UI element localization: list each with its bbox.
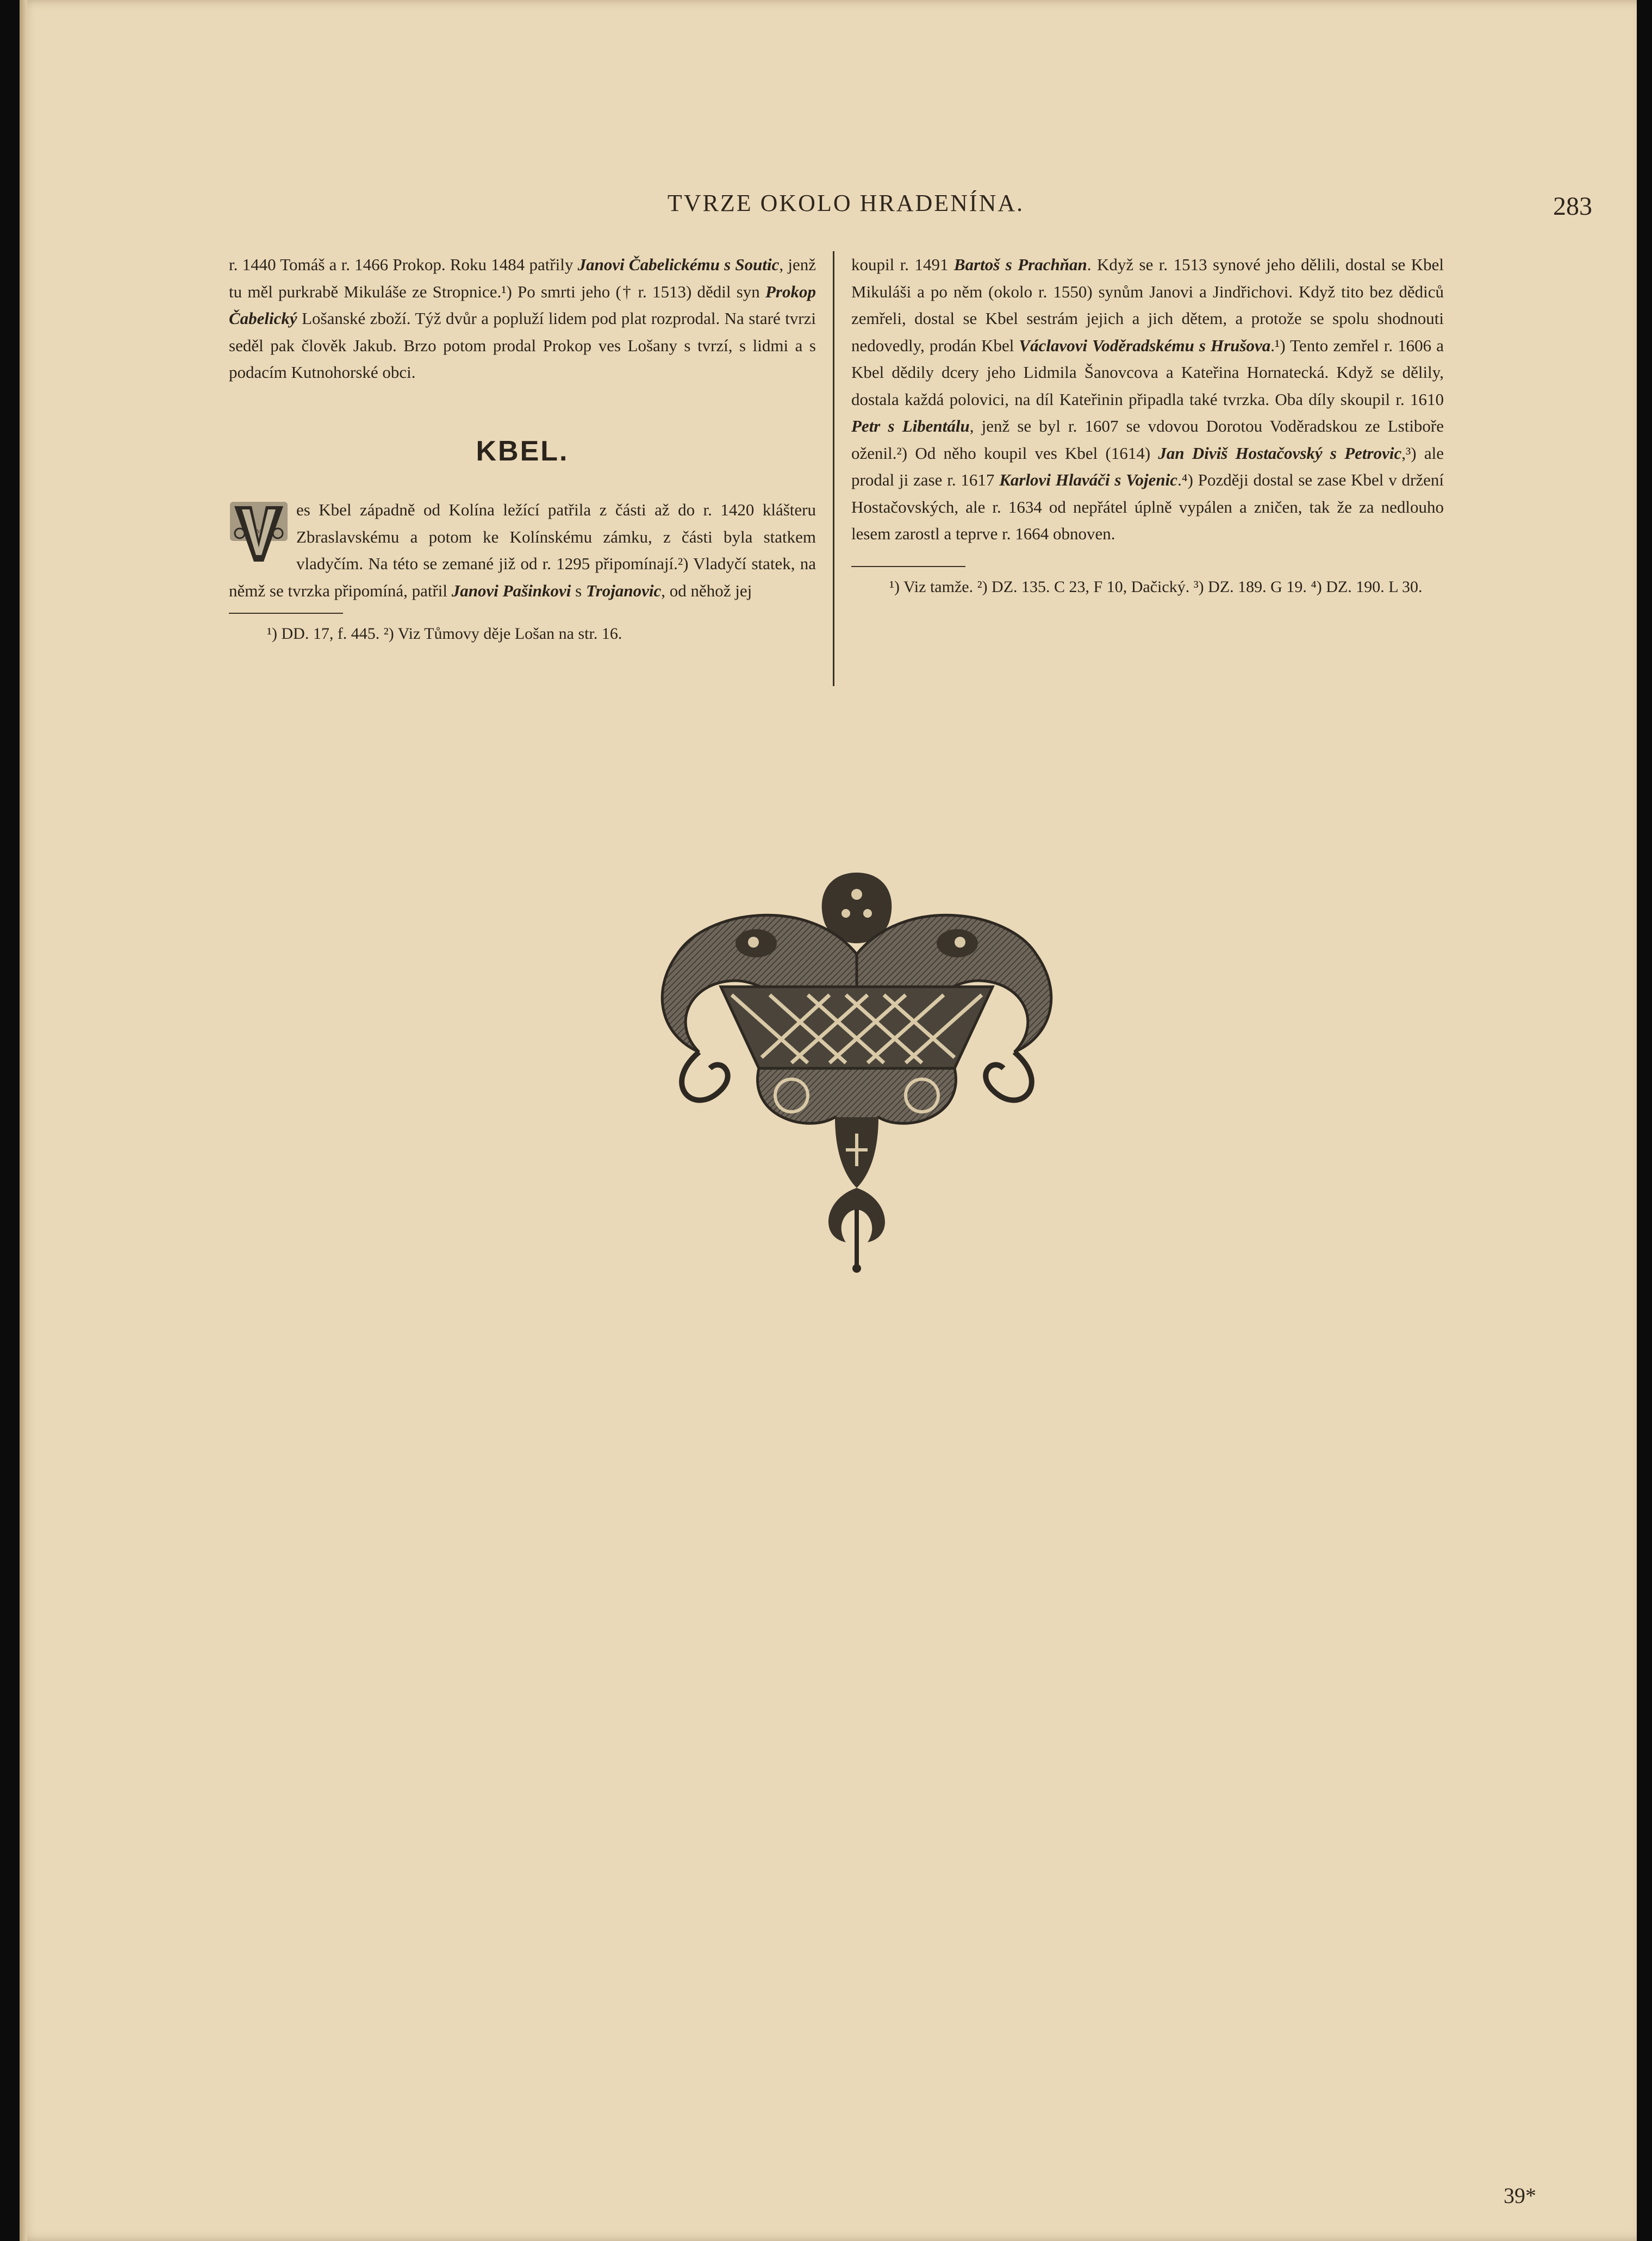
paragraph-losany <box>229 251 816 386</box>
paragraph-kbel-text <box>229 500 816 600</box>
section-title: KBEL. <box>476 435 569 467</box>
left-column <box>229 251 816 646</box>
dropcap-v-ornament <box>229 501 289 565</box>
italic-name: Prokop Čabelický <box>229 282 816 328</box>
text-run: . Když se r. 1513 synové jeho dělili, dostal se Kbel Mikuláši a po něm (okolo r. 1550) synům Janovi a Jindřichovi. Když tito bez dědiců zemřeli, dostal se Kbel sestrám jejich a jich dětem, a protože se spolu shodnouti nedovedly, prodán Kbel <box>851 255 1444 355</box>
page-number: 283 <box>1553 192 1592 221</box>
running-head: TVRZE OKOLO HRADENÍNA. <box>667 190 1025 216</box>
dropcap-letter: V <box>257 529 261 535</box>
footnote-rule <box>851 566 965 567</box>
text-run: .¹) Tento zemřel r. 1606 a Kbel dědily dcery jeho Lidmila Šanovcova a Kateřina Hornatecká. Když se dělily, dostala každá polovici, na díl Kateřinin připadla také tvrzka. Oba díly skoupil r. 1610 <box>851 335 1444 409</box>
text-run: ,³) ale prodal ji zase r. 1617 <box>851 443 1444 489</box>
italic-name: Janovi Čabelickému s Soutic <box>577 255 780 274</box>
text-run: , jenž se byl r. 1607 se vdovou Dorotou Voděradskou ze Lstiboře oženil.²) Od něho koupil ves Kbel (1614) <box>851 416 1444 463</box>
text-run: r. 1440 Tomáš a r. 1466 Prokop. Roku 1484 patřily <box>229 255 578 274</box>
italic-name: Karlovi Hlaváči s Vojenic <box>999 470 1178 489</box>
page-gutter-edge <box>20 0 27 2241</box>
column-divider <box>833 251 834 686</box>
text-run: Lošanské zboží. Týž dvůr a popluží lidem pod plat rozprodal. Na staré tvrzi seděl pak člověk Jakub. Brzo potom prodal Prokop ves Lošany s tvrzí, s lidmi a s podacím Kutnohorské obci. <box>229 309 816 382</box>
text-run: , jenž tu měl purkrabě Mikuláše ze Stropnice.¹) Po smrti jeho († r. 1513) dědil syn <box>229 255 816 301</box>
footnotes-left: ¹) DD. 17, f. 445. ²) Viz Tůmovy děje Lošan na str. 16. <box>267 625 622 643</box>
right-column <box>851 251 1444 600</box>
italic-name: Bartoš s Prachňan <box>953 255 1087 274</box>
text-run: s <box>571 581 586 600</box>
footnotes-right: ¹) Viz tamže. ²) DZ. 135. C 23, F 10, Dačický. ³) DZ. 189. G 19. ⁴) DZ. 190. L 30. <box>889 577 1423 596</box>
text-run: es Kbel západně od Kolína ležící patřila z části až do r. 1420 klášteru Zbraslavskému a potom ke Kolínskému zámku, z části byla statkem vladyčím. Na této se zemané již od r. 1295 připomínají.²) Vladyčí statek, na němž se tvrzka připomíná, patřil <box>229 500 816 600</box>
italic-name: Petr s Libentálu <box>851 416 970 435</box>
italic-name: Jan Diviš Hostačovský s Petrovic <box>1158 443 1402 463</box>
signature-mark: 39* <box>1504 2183 1536 2208</box>
paragraph-kbel <box>229 496 816 604</box>
book-page <box>20 0 1637 2241</box>
text-run: , od něhož jej <box>661 581 752 600</box>
text-run: .⁴) Později dostal se zase Kbel v držení Hostačovských, ale r. 1634 od nepřátel úplně vypálen a zničen, tak že za nedlouho lesem zarostl a teprve r. 1664 obnoven. <box>851 470 1444 543</box>
italic-name: Trojanovic <box>585 581 662 600</box>
paragraph-kbel-continued <box>851 251 1444 547</box>
italic-name: Janovi Pašinkovi <box>451 581 571 600</box>
italic-name: Václavovi Voděradskému s Hrušova <box>1019 335 1271 355</box>
text-run: koupil r. 1491 <box>851 255 954 274</box>
footnote-rule <box>229 613 343 614</box>
interlace-ornament <box>628 862 1085 1275</box>
